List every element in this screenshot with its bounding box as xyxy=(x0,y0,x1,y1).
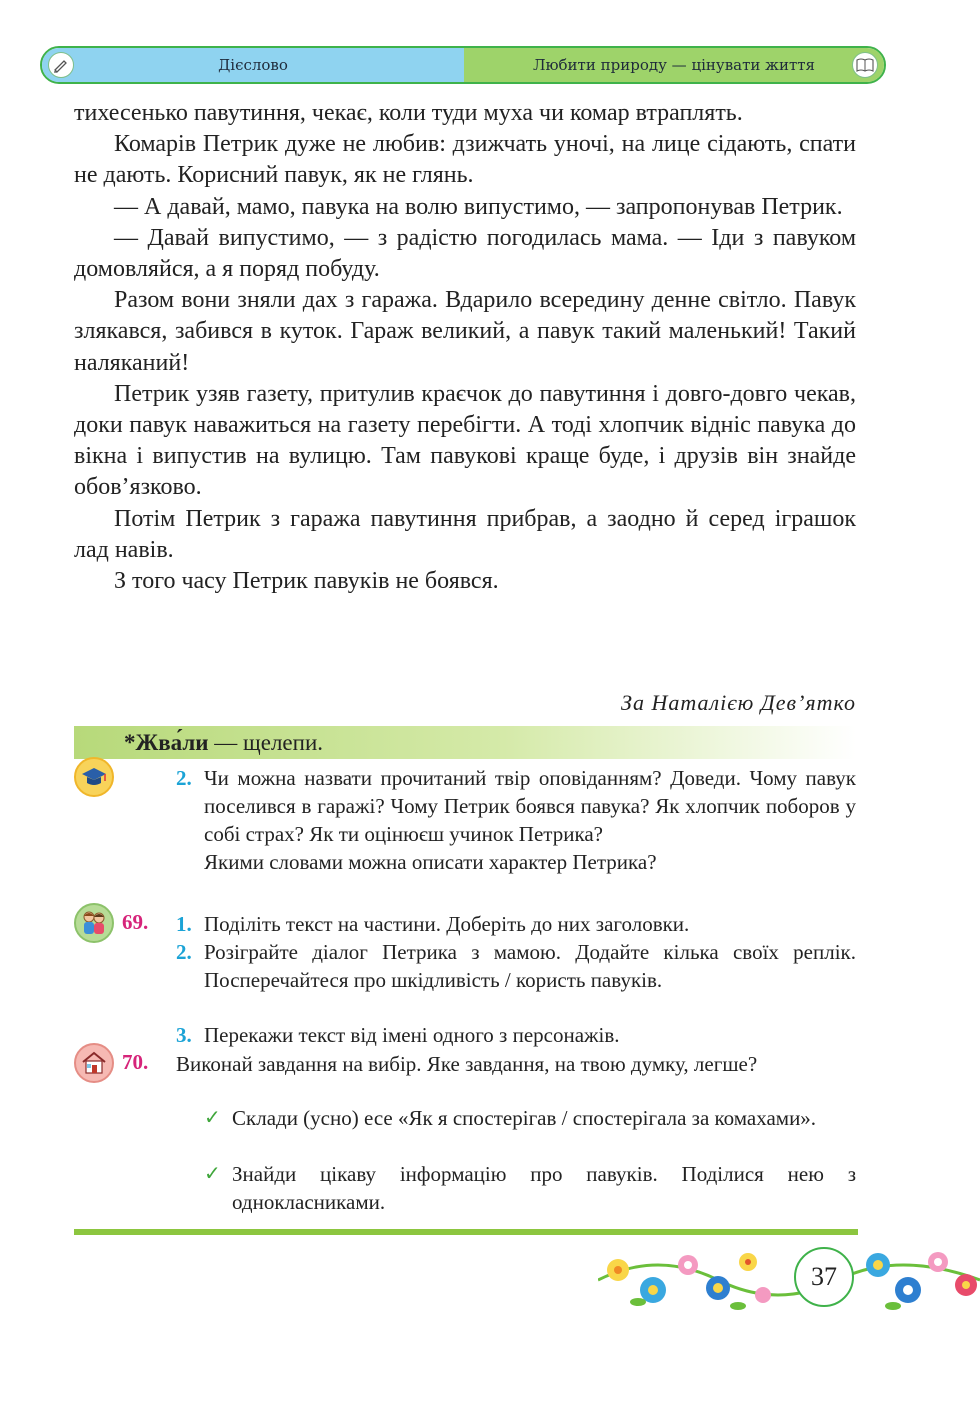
book-icon xyxy=(852,52,878,78)
story-paragraph: Потім Петрик з гаража павутиння прибрав, а заодно й серед іграшок лад навів. xyxy=(74,505,856,563)
header-section-right xyxy=(464,48,884,82)
task-item xyxy=(176,1021,856,1049)
section-divider xyxy=(74,1229,858,1235)
header-section-left xyxy=(42,48,464,82)
house-icon xyxy=(74,1043,114,1083)
item-number: 3. xyxy=(176,1023,192,1047)
item-number: 1. xyxy=(176,912,192,936)
question-number: 2. xyxy=(176,766,192,790)
pen-icon xyxy=(48,52,74,78)
task-number: 69. xyxy=(122,910,149,934)
story-paragraph: Разом вони зняли дах з гаража. Вдарило всередину денне світло. Павук злякався, забився в куток. Гараж великий, а павук такий маленький! Такий наляканий! xyxy=(74,287,856,376)
story-paragraph: Комарів Петрик дуже не любив: дзижчать уночі, на лице сідають, спати не дають. Корисний павук, як не глянь. xyxy=(74,131,856,189)
glossary-definition: — щелепи. xyxy=(208,730,324,755)
header-section-title: Дієслово xyxy=(218,56,288,74)
item-number: 2. xyxy=(176,940,192,964)
header-chapter-title: Любити природу — цінувати життя xyxy=(532,56,816,74)
graduation-cap-icon xyxy=(74,757,114,797)
item-text: Перекажи текст від імені одного з персонажів. xyxy=(204,1023,620,1047)
task-item xyxy=(176,910,856,938)
story-author: За Наталією Дев’ятко xyxy=(621,690,856,715)
glossary-bar xyxy=(74,726,856,759)
flower-garland-icon xyxy=(598,1240,980,1320)
children-icon xyxy=(74,903,114,943)
check-icon: ✓ xyxy=(204,1163,221,1185)
task-number: 70. xyxy=(122,1050,149,1074)
story-text xyxy=(74,98,856,597)
glossary-term: *Жва́ли xyxy=(124,730,209,755)
story-paragraph: — Давай випустимо, — з радістю погодилась мама. — Іди з павуком домовляйся, а я поряд побуду. xyxy=(74,224,856,283)
question-text: Чи можна назвати прочитаний твір оповіданням? Доведи. Чому павук поселився в гаражі? Чому Петрик боявся павука? Як хлопчик поборов у собі страх? Як ти оцінюєш учинок Петрика? xyxy=(204,766,856,846)
story-paragraph: тихесенько павутиння, чекає, коли туди муха чи комар втраплять. xyxy=(74,100,743,126)
page-header xyxy=(40,46,886,84)
task-item xyxy=(176,938,856,994)
story-paragraph: — А давай, мамо, павука на волю випустимо, — запропонував Петрик. xyxy=(114,193,843,220)
item-text: Поділіть текст на частини. Доберіть до них заголовки. xyxy=(204,912,690,936)
check-icon: ✓ xyxy=(204,1107,221,1129)
story-paragraph: Петрик узяв газету, притулив краєчок до павутиння і довго-довго чекав, доки павук наважиться на газету перебігти. А тоді хлопчик відніс павука до вікна і випустив на вулицю. Там павукові краще буде, і друзів він знайде обов’язково. xyxy=(74,380,856,501)
story-paragraph: З того часу Петрик павуків не боявся. xyxy=(114,568,499,595)
page-number: 37 xyxy=(794,1247,854,1307)
question-text-extra: Якими словами можна описати характер Петрика? xyxy=(204,850,657,874)
task-intro: Виконай завдання на вибір. Яке завдання, на твою думку, легше? xyxy=(176,1052,758,1076)
option-item xyxy=(204,1160,856,1216)
question-block xyxy=(176,764,856,876)
item-text: Розіграйте діалог Петрика з мамою. Додайте кілька своїх реплік. Посперечайтеся про шкідливість / користь павуків. xyxy=(204,940,856,992)
option-text: Знайди цікаву інформацію про павуків. Поділися нею з однокласниками. xyxy=(232,1162,856,1214)
option-item xyxy=(204,1104,856,1132)
option-text: Склади (усно) есе «Як я спостерігав / спостерігала за комахами». xyxy=(232,1106,817,1130)
